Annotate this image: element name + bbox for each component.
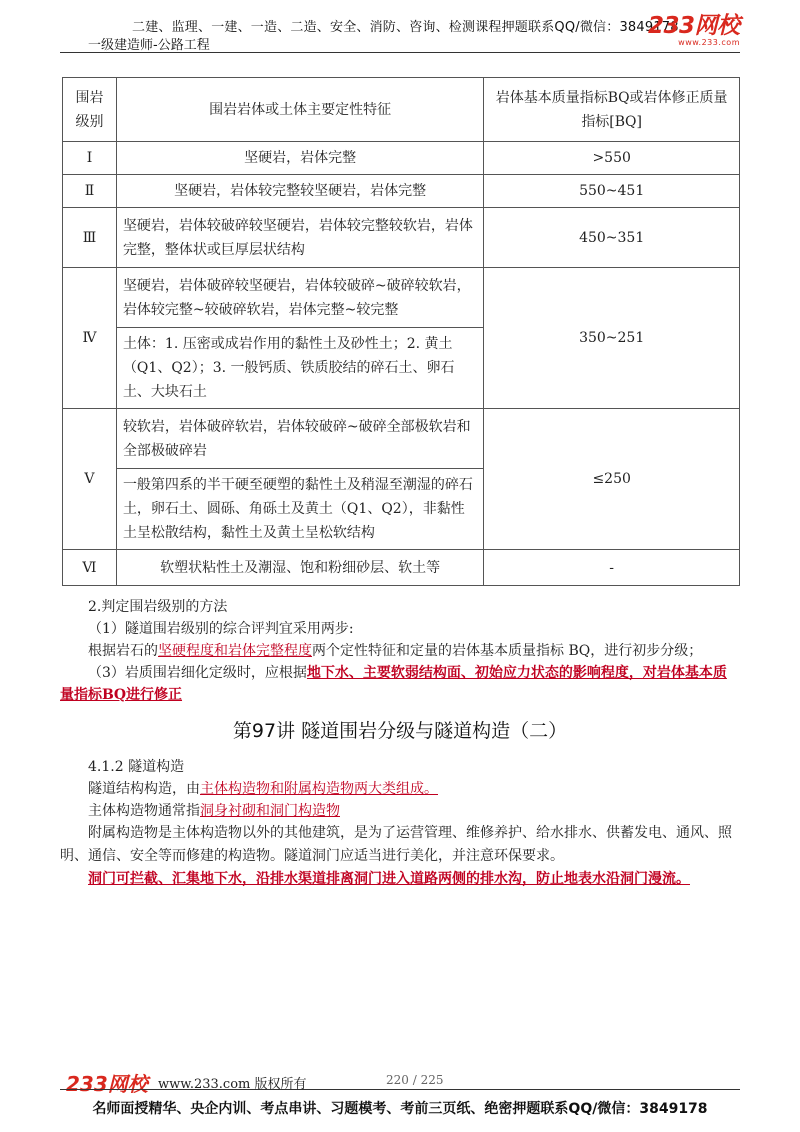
structure-p1-highlight: 主体构造物和附属构造物两大类组成。: [200, 781, 438, 797]
method-step-2-a: 根据岩石的: [88, 643, 158, 659]
feature-cell: 坚硬岩，岩体完整: [116, 142, 483, 175]
structure-p4: [88, 868, 690, 888]
logo-site-text: www.233.com: [678, 38, 740, 47]
structure-p2: [88, 800, 340, 820]
table-header-row: [63, 78, 740, 142]
method-step-2: [88, 640, 702, 660]
logo-brand-text: 233网校: [648, 13, 740, 39]
structure-p1-a: 隧道结构构造，由: [88, 781, 200, 797]
feature-cell-soil: 土体：1. 压密或成岩作用的黏性土及砂性土；2. 黄土（Q1、Q2）；3. 一般钙质、铁质胶结的碎石土、卵石土、大块石土: [116, 328, 483, 409]
rock-grade-table: [62, 77, 740, 586]
lecture-title: 第97讲 隧道围岩分级与隧道构造（二）: [232, 720, 568, 742]
footer-divider: [60, 1089, 740, 1090]
header-contact-line: 二建、监理、一建、一造、二造、安全、消防、咨询、检测课程押题联系QQ/微信：3849178: [132, 20, 679, 35]
feature-cell: 坚硬岩，岩体较破碎较坚硬岩，岩体较完整较软岩，岩体完整，整体状或巨厚层状结构: [116, 208, 483, 268]
structure-p4-highlight: 洞门可拦截、汇集地下水，沿排水渠道排离洞门进入道路两侧的排水沟，防止地表水沿洞门漫流。: [88, 871, 690, 887]
header-divider: [60, 52, 740, 53]
bq-cell: 450~351: [484, 208, 740, 268]
method-heading: 2.判定围岩级别的方法: [88, 599, 228, 615]
bq-cell: >550: [484, 142, 740, 175]
table-row: [63, 208, 740, 268]
structure-p2-highlight: 洞身衬砌和洞门构造物: [200, 803, 340, 819]
table-row: [63, 550, 740, 586]
method-step-1: （1）隧道围岩级别的综合评判宜采用两步:: [88, 621, 354, 637]
grade-cell: Ⅰ: [63, 142, 117, 175]
footer-logo: 233网校: [66, 1072, 148, 1096]
bq-cell: 350~251: [484, 268, 740, 409]
table-row: [63, 175, 740, 208]
method-step-2-highlight: 坚硬程度和岩体完整程度: [158, 643, 312, 659]
grade-cell: Ⅱ: [63, 175, 117, 208]
header-course-title: 一级建造师-公路工程: [88, 38, 210, 53]
brand-logo: [648, 14, 740, 52]
grade-cell: Ⅳ: [63, 268, 117, 409]
bq-cell: ≤250: [484, 409, 740, 550]
feature-cell-soil: 一般第四系的半干硬至硬塑的黏性土及稍湿至潮湿的碎石土，卵石土、圆砾、角砾土及黄土（Q1、Q2），非黏性土呈松散结构，黏性土及黄土呈松软结构: [116, 469, 483, 550]
structure-p1: [88, 778, 438, 798]
footer-copyright: www.233.com 版权所有: [158, 1077, 307, 1092]
header-bq: 岩体基本质量指标BQ或岩体修正质量指标[BQ]: [484, 78, 740, 142]
bq-cell: 550~451: [484, 175, 740, 208]
method-step-3-highlight: 地下水、主要软弱结构面、初始应力状态的影响程度，对岩体基本质量指标BQ进行修正: [60, 665, 727, 703]
feature-cell: 较软岩，岩体破碎软岩，岩体较破碎~破碎全部极软岩和全部极破碎岩: [116, 409, 483, 469]
method-step-2-b: 两个定性特征和定量的岩体基本质量指标 BQ，进行初步分级；: [312, 643, 703, 659]
table-row: [63, 142, 740, 175]
feature-cell: 坚硬岩，岩体破碎较坚硬岩，岩体较破碎~破碎较软岩，岩体较完整~较破碎软岩，岩体完整~较完整: [116, 268, 483, 328]
structure-p2-a: 主体构造物通常指: [88, 803, 200, 819]
header-feature: 围岩岩体或土体主要定性特征: [116, 78, 483, 142]
method-step-3-a: （3）岩质围岩细化定级时，应根据: [88, 665, 307, 681]
structure-p3: 附属构造物是主体构造物以外的其他建筑，是为了运营管理、维修养护、给水排水、供蓄发电、通风、照明、通信、安全等而修建的构造物。隧道洞门应适当进行美化，并注意环保要求。: [60, 825, 732, 864]
grade-cell: Ⅲ: [63, 208, 117, 268]
page-number: 220 / 225: [386, 1073, 444, 1087]
method-step-3: [60, 662, 740, 706]
feature-cell: 软塑状粘性土及潮湿、饱和粉细砂层、软土等: [116, 550, 483, 586]
feature-cell: 坚硬岩，岩体较完整较坚硬岩，岩体完整: [116, 175, 483, 208]
footer-contact-line: 名师面授精华、央企内训、考点串讲、习题模考、考前三页纸、绝密押题联系QQ/微信：3849178: [92, 1101, 708, 1117]
bq-cell: -: [484, 550, 740, 586]
grade-cell: Ⅵ: [63, 550, 117, 586]
structure-heading: 4.1.2 隧道构造: [88, 759, 185, 775]
grade-cell: Ⅴ: [63, 409, 117, 550]
table-row: [63, 409, 740, 469]
table-row: [63, 268, 740, 328]
header-grade: 围岩级别: [63, 78, 117, 142]
